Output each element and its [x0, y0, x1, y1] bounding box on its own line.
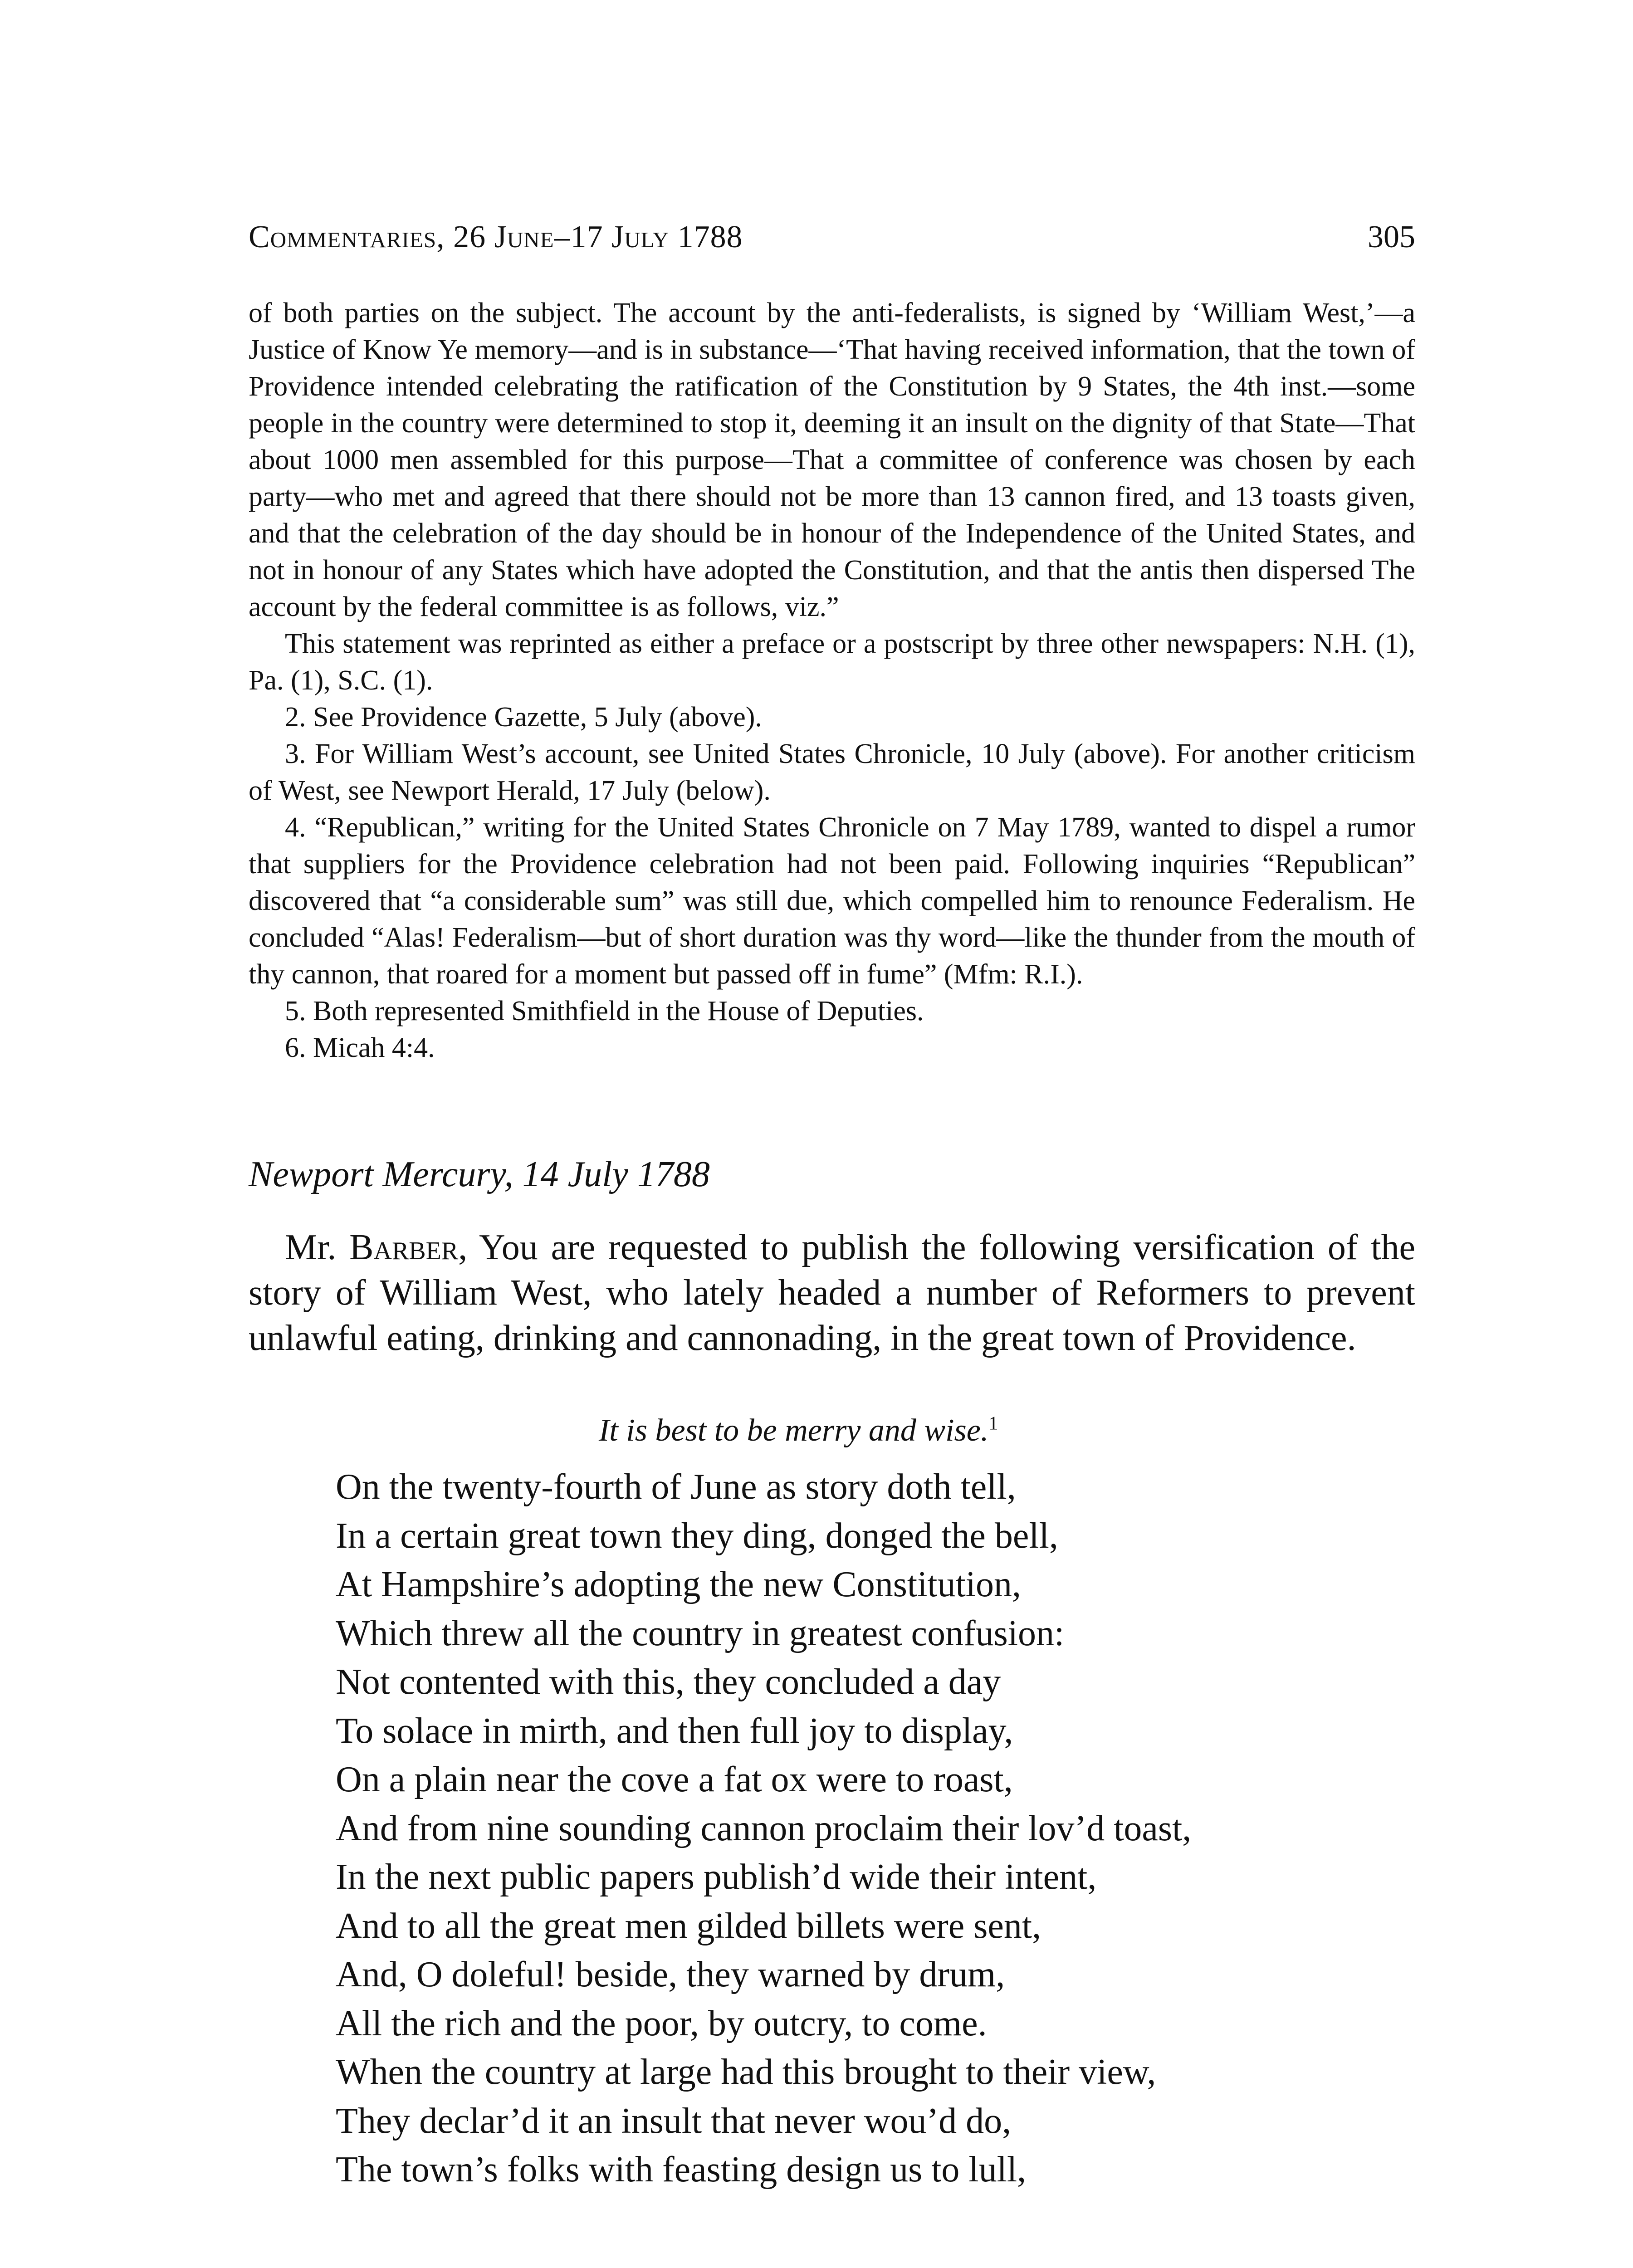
- running-head: [249, 221, 1415, 253]
- poem-line: In the next public papers publish’d wide their intent,: [336, 1857, 1097, 1897]
- poem-line: On the twenty-fourth of June as story doth tell,: [336, 1467, 1016, 1507]
- note-paragraph: of both parties on the subject. The account by the anti-federalists, is signed by ‘William West,’—a Justice of Know Ye memory—and is in substance—‘That having received information, that the town of Providence intended celebrating the ratification of the Constitution by 9 States, the 4th inst.—some people in the country were determined to stop it, deeming it an insult on the dignity of that State—That about 1000 men assembled for this purpose—That a committee of conference was chosen by each party—who met and agreed that there should not be more than 13 cannon fired, and 13 toasts given, and that the celebration of the day should be in honour of the Independence of the United States, and not in honour of any States which have adopted the Constitution, and that the antis then dispersed The account by the federal committee is as follows, viz.”: [249, 298, 1415, 622]
- poem-line: They declar’d it an insult that never wou’d do,: [336, 2101, 1012, 2141]
- poem-line: And, O doleful! beside, they warned by drum,: [336, 1955, 1005, 1994]
- section-heading: Newport Mercury, 14 July 1788: [249, 1154, 710, 1194]
- poem-line: Which threw all the country in greatest confusion:: [336, 1613, 1065, 1653]
- note-paragraph: 4. “Republican,” writing for the United States Chronicle on 7 May 1789, wanted to dispel a rumor that suppliers for the Providence celebration had not been paid. Following inquiries “Republican” discovered that “a considerable sum” was still due, which compelled him to renounce Federalism. He concluded “Alas! Federalism—but of short duration was thy word—like the thunder from the mouth of thy cannon, that roared for a moment but passed off in fume” (Mfm: R.I.).: [249, 812, 1415, 990]
- poem-line: At Hampshire’s adopting the new Constitution,: [336, 1564, 1021, 1604]
- note-paragraph: 6. Micah 4:4.: [285, 1032, 435, 1063]
- intro-name: Barber: [349, 1227, 459, 1267]
- note-paragraph: 2. See Providence Gazette, 5 July (above).: [285, 702, 762, 733]
- note-paragraph: This statement was reprinted as either a preface or a postscript by three other newspapers: N.H. (1), Pa. (1), S.C. (1).: [249, 628, 1415, 696]
- motto-text: It is best to be merry and wise.: [599, 1413, 989, 1448]
- poem-line: To solace in mirth, and then full joy to display,: [336, 1711, 1013, 1751]
- note-paragraph: 5. Both represented Smithfield in the House of Deputies.: [285, 996, 924, 1026]
- poem-line: And from nine sounding cannon proclaim their lov’d toast,: [336, 1808, 1192, 1848]
- intro-salutation: Mr.: [285, 1227, 350, 1267]
- poem-line: In a certain great town they ding, donged the bell,: [336, 1515, 1058, 1556]
- note-paragraph: 3. For William West’s account, see United States Chronicle, 10 July (above). For another criticism of West, see Newport Herald, 17 July (below).: [249, 738, 1415, 806]
- page-number: 305: [1368, 220, 1415, 254]
- motto: [599, 1413, 998, 1448]
- poem-line: And to all the great men gilded billets were sent,: [336, 1906, 1041, 1946]
- intro-paragraph: [249, 1225, 1415, 1361]
- poem-line: On a plain near the cove a fat ox were to roast,: [336, 1760, 1013, 1799]
- running-head-title: Commentaries, 26 June–17 July 1788: [249, 220, 743, 254]
- poem-line: Not contented with this, they concluded a day: [336, 1662, 1001, 1702]
- footnotes-block: [249, 295, 1415, 1066]
- poem-line: All the rich and the poor, by outcry, to come.: [336, 2003, 987, 2043]
- poem: [336, 1463, 1415, 2195]
- poem-line: The town’s folks with feasting design us to lull,: [336, 2150, 1027, 2190]
- footnote-marker: 1: [988, 1413, 998, 1434]
- intro-text: , You are requested to publish the following versification of the story of William West, who lately headed a number of Reformers to prevent unlawful eating, drinking and cannonading, in the great town of Providence.: [249, 1227, 1415, 1358]
- poem-line: When the country at large had this brought to their view,: [336, 2052, 1156, 2092]
